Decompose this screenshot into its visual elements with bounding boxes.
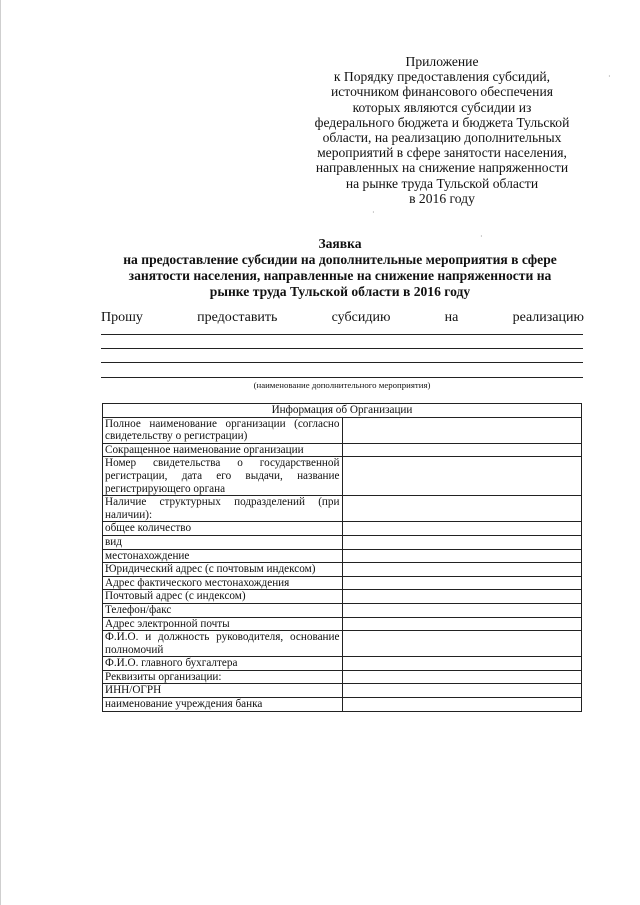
- table-header: Информация об Организации: [103, 404, 582, 418]
- row-value-cell[interactable]: [342, 563, 582, 577]
- appendix-line: к Порядку предоставления субсидий,: [333, 69, 551, 85]
- request-word: на: [444, 310, 459, 325]
- table-row: [103, 417, 582, 443]
- row-label: Телефон/факс: [103, 603, 343, 617]
- title-heading: Заявка: [318, 236, 362, 251]
- table-row: [103, 549, 582, 563]
- row-value-cell[interactable]: [342, 535, 582, 549]
- appendix-note: [292, 54, 592, 206]
- row-value-cell[interactable]: [342, 417, 582, 443]
- appendix-line: которых являются субсидии из: [352, 99, 532, 115]
- row-label: Ф.И.О. главного бухгалтера: [103, 657, 343, 671]
- row-label: Номер свидетельства о государственной регистрации, дата его выдачи, название регистрирующего органа: [103, 457, 343, 496]
- request-word: предоставить: [197, 310, 278, 325]
- row-value-cell[interactable]: [342, 684, 582, 698]
- row-label: Полное наименование организации (согласно свидетельству о регистрации): [103, 417, 343, 443]
- appendix-line: на рынке труда Тульской области: [345, 175, 539, 191]
- row-value-cell[interactable]: [342, 603, 582, 617]
- appendix-line: федерального бюджета и бюджета Тульской: [314, 114, 570, 130]
- row-label: Сокращенное наименование организации: [103, 443, 343, 457]
- document-title: [70, 236, 610, 300]
- request-word: Прошу: [101, 310, 143, 325]
- table-row: [103, 576, 582, 590]
- row-label: Наличие структурных подразделений (при наличии):: [103, 496, 343, 522]
- row-label: Ф.И.О. и должность руководителя, основание полномочий: [103, 631, 343, 657]
- row-value-cell[interactable]: [342, 590, 582, 604]
- table-row: [103, 670, 582, 684]
- row-value-cell[interactable]: [342, 496, 582, 522]
- row-value-cell[interactable]: [342, 457, 582, 496]
- table-row: [103, 590, 582, 604]
- fill-in-line[interactable]: [101, 362, 583, 363]
- request-sentence: [101, 310, 584, 326]
- row-value-cell[interactable]: [342, 631, 582, 657]
- row-label: вид: [103, 535, 343, 549]
- appendix-line: направленных на снижение напряженности: [315, 160, 569, 176]
- table-row: [103, 617, 582, 631]
- table-row: [103, 684, 582, 698]
- page-edge-rule: [0, 0, 1, 905]
- table-row: [103, 457, 582, 496]
- row-label: Почтовый адрес (с индексом): [103, 590, 343, 604]
- row-value-cell[interactable]: [342, 657, 582, 671]
- row-value-cell[interactable]: [342, 670, 582, 684]
- appendix-line: источником финансового обеспечения: [331, 84, 553, 100]
- title-line: рынке труда Тульской области в 2016 году: [209, 284, 471, 299]
- fill-in-line[interactable]: [101, 348, 583, 349]
- table-row: [103, 496, 582, 522]
- table-row: [103, 657, 582, 671]
- row-label: наименование учреждения банка: [103, 698, 343, 712]
- table-row: [103, 443, 582, 457]
- table-row: [103, 631, 582, 657]
- organization-info-table: [102, 403, 582, 712]
- row-label: ИНН/ОГРН: [103, 684, 343, 698]
- appendix-line: Приложение: [405, 54, 479, 69]
- request-word: субсидию: [331, 310, 391, 325]
- table-row: [103, 535, 582, 549]
- row-label: Адрес фактического местонахождения: [103, 576, 343, 590]
- scan-speck: ·: [372, 208, 375, 217]
- row-label: общее количество: [103, 522, 343, 536]
- fill-in-line[interactable]: [101, 334, 583, 335]
- request-word: реализацию: [512, 310, 584, 325]
- appendix-line: мероприятий в сфере занятости населения,: [317, 145, 567, 161]
- row-label: Юридический адрес (с почтовым индексом): [103, 563, 343, 577]
- fill-in-caption: (наименование дополнительного мероприятия): [253, 380, 431, 390]
- title-line: на предоставление субсидии на дополнительные мероприятия в сфере: [123, 252, 557, 267]
- appendix-line: области, на реализацию дополнительных: [322, 130, 562, 146]
- scan-speck: ·: [480, 232, 483, 241]
- scan-speck: ·: [608, 72, 611, 81]
- table-row: [103, 522, 582, 536]
- row-value-cell[interactable]: [342, 443, 582, 457]
- appendix-line: в 2016 году: [409, 190, 475, 206]
- row-value-cell[interactable]: [342, 576, 582, 590]
- title-line: занятости населения, направленные на снижение напряженности на: [128, 268, 552, 283]
- row-label: местонахождение: [103, 549, 343, 563]
- fill-in-line[interactable]: [101, 377, 583, 378]
- table-row: [103, 603, 582, 617]
- row-label: Адрес электронной почты: [103, 617, 343, 631]
- table-row: [103, 698, 582, 712]
- row-value-cell[interactable]: [342, 698, 582, 712]
- row-value-cell[interactable]: [342, 617, 582, 631]
- row-label: Реквизиты организации:: [103, 670, 343, 684]
- table-row: [103, 563, 582, 577]
- row-value-cell[interactable]: [342, 549, 582, 563]
- table-header-row: [103, 404, 582, 418]
- row-value-cell[interactable]: [342, 522, 582, 536]
